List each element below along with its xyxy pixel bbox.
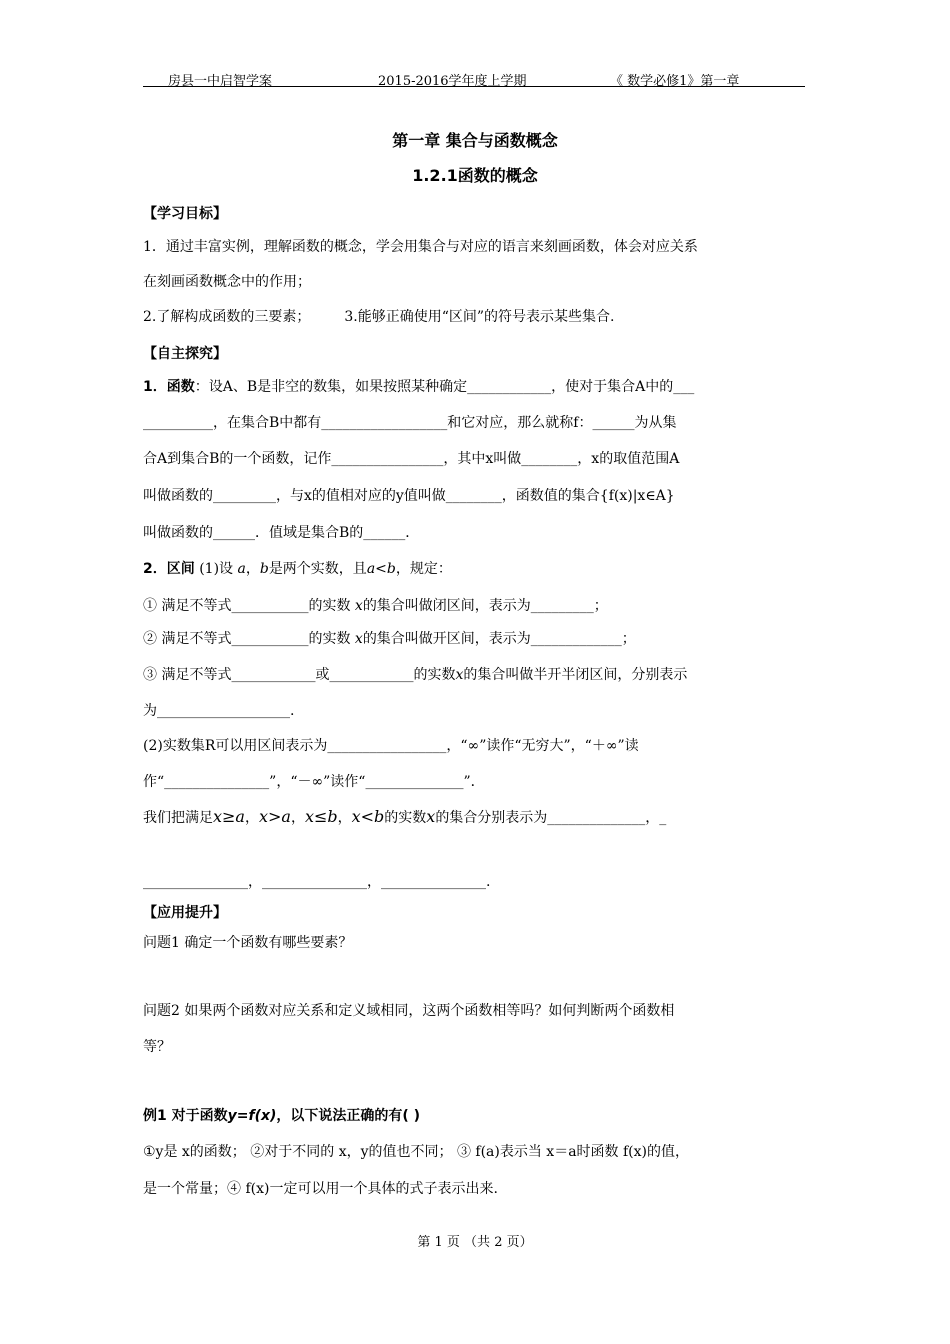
sep-1: ， bbox=[244, 810, 259, 826]
function-def-text-1: ：设A、B是非空的数集，如果按照某种确定____________，使对于集合A中的___ bbox=[194, 379, 695, 395]
math-x-ge-a: x≥a bbox=[213, 807, 245, 826]
math-x-le-b: x≤b bbox=[304, 807, 338, 826]
interval-intro-1: (1)设 bbox=[194, 561, 238, 577]
interval-intro-3: 是两个实数，且 bbox=[268, 561, 367, 577]
half-open-text-1: ③ 满足不等式____________或____________的实数 bbox=[143, 667, 456, 683]
chapter-title: 第一章 集合与函数概念 bbox=[392, 131, 558, 150]
half-open-interval-line bbox=[143, 666, 687, 684]
var-x: x bbox=[354, 598, 363, 614]
header-term: 2015-2016学年度上学期 bbox=[378, 74, 527, 89]
var-a: a bbox=[237, 561, 246, 577]
a-less-b: a<b bbox=[366, 561, 396, 577]
explore-heading: 【自主探究】 bbox=[143, 346, 227, 362]
section-title: 1.2.1函数的概念 bbox=[412, 166, 538, 185]
open-interval-line bbox=[143, 630, 636, 648]
example-title-text-1: 例1 对于函数 bbox=[143, 1108, 228, 1124]
real-set-line-1: (2)实数集R可以用区间表示为_________________，“∞”读作“无穷大”，“＋∞”读 bbox=[143, 738, 639, 754]
interval-intro-line bbox=[143, 560, 452, 578]
var-x: x bbox=[455, 667, 464, 683]
example-title-text-2: ，以下说法正确的有( ) bbox=[276, 1108, 421, 1124]
function-def-line-2: __________，在集合B中都有__________________和它对应，那么就称f：______为从集 bbox=[143, 415, 677, 431]
interval-intro-4: ，规定： bbox=[395, 561, 452, 577]
goal-line-2: 在刻画函数概念中的作用； bbox=[143, 274, 311, 290]
interval-intro-2: ， bbox=[245, 561, 260, 577]
function-def-line-5: 叫做函数的______．值域是集合B的______． bbox=[143, 525, 420, 541]
header-school: 房县一中启智学案 bbox=[168, 74, 273, 89]
closed-text-2: 的集合叫做闭区间，表示为_________； bbox=[362, 598, 608, 614]
question-2-line-1: 问题2 如果两个函数对应关系和定义域相同，这两个函数相等吗？如何判断两个函数相 bbox=[143, 1003, 675, 1019]
function-def-line-4: 叫做函数的_________，与x的值相对应的y值叫做________，函数值的集合{f(x)|x∈A} bbox=[143, 488, 675, 504]
math-x: x bbox=[426, 807, 436, 826]
half-open-text-2: 的集合叫做半开半闭区间，分别表示 bbox=[463, 667, 688, 683]
goal-3: 3.能够正确使用“区间”的符号表示某些集合. bbox=[344, 309, 615, 325]
open-text-1: ② 满足不等式___________的实数 bbox=[143, 631, 355, 647]
open-text-2: 的集合叫做开区间，表示为_____________； bbox=[362, 631, 636, 647]
apply-heading: 【应用提升】 bbox=[143, 905, 227, 921]
function-def-line-3: 合A到集合B的一个函数，记作________________，其中x叫做________，x的取值范围A bbox=[143, 451, 680, 467]
real-set-line-2: 作“_______________”，“－∞”读作“______________”． bbox=[143, 774, 485, 790]
inequality-blanks-line: _______________，_______________，_______________. bbox=[143, 874, 491, 890]
goal-line-3 bbox=[143, 308, 614, 326]
question-2-line-2: 等？ bbox=[143, 1039, 171, 1055]
example-function: y=f(x) bbox=[227, 1108, 277, 1124]
question-1: 问题1 确定一个函数有哪些要素？ bbox=[143, 935, 353, 951]
goal-2: 2.了解构成函数的三要素； bbox=[143, 309, 311, 325]
inequality-text-3: 的集合分别表示为______________，_ bbox=[435, 810, 667, 826]
sep-2: ， bbox=[290, 810, 305, 826]
sep-3: ， bbox=[337, 810, 352, 826]
math-x-lt-b: x<b bbox=[351, 807, 385, 826]
inequality-text-1: 我们把满足 bbox=[143, 810, 213, 826]
math-x-gt-a: x>a bbox=[258, 807, 291, 826]
example-1-line-1: ①y是 x的函数； ②对于不同的 x，y的值也不同； ③ f(a)表示当 x＝a时函数 f(x)的值， bbox=[143, 1144, 690, 1160]
function-def-line-1 bbox=[143, 378, 694, 396]
example-1-title bbox=[143, 1107, 420, 1125]
var-x: x bbox=[354, 631, 363, 647]
inequality-sets-line bbox=[143, 808, 666, 827]
interval-label: 2．区间 bbox=[143, 561, 195, 577]
function-label: 1．函数 bbox=[143, 379, 195, 395]
closed-interval-line bbox=[143, 597, 608, 615]
inequality-text-2: 的实数 bbox=[384, 810, 427, 826]
header-rule bbox=[143, 86, 805, 87]
example-1-line-2: 是一个常量；④ f(x)一定可以用一个具体的式子表示出来. bbox=[143, 1181, 498, 1197]
goals-heading: 【学习目标】 bbox=[143, 206, 227, 222]
closed-text-1: ① 满足不等式___________的实数 bbox=[143, 598, 355, 614]
var-b: b bbox=[259, 561, 269, 577]
half-open-interval-line-2: 为___________________. bbox=[143, 703, 295, 719]
header-course: 《 数学必修1》第一章 bbox=[610, 74, 740, 89]
page-footer: 第 1 页 （共 2 页） bbox=[417, 1235, 533, 1250]
goal-line-1: 1．通过丰富实例，理解函数的概念，学会用集合与对应的语言来刻画函数，体会对应关系 bbox=[143, 239, 698, 255]
